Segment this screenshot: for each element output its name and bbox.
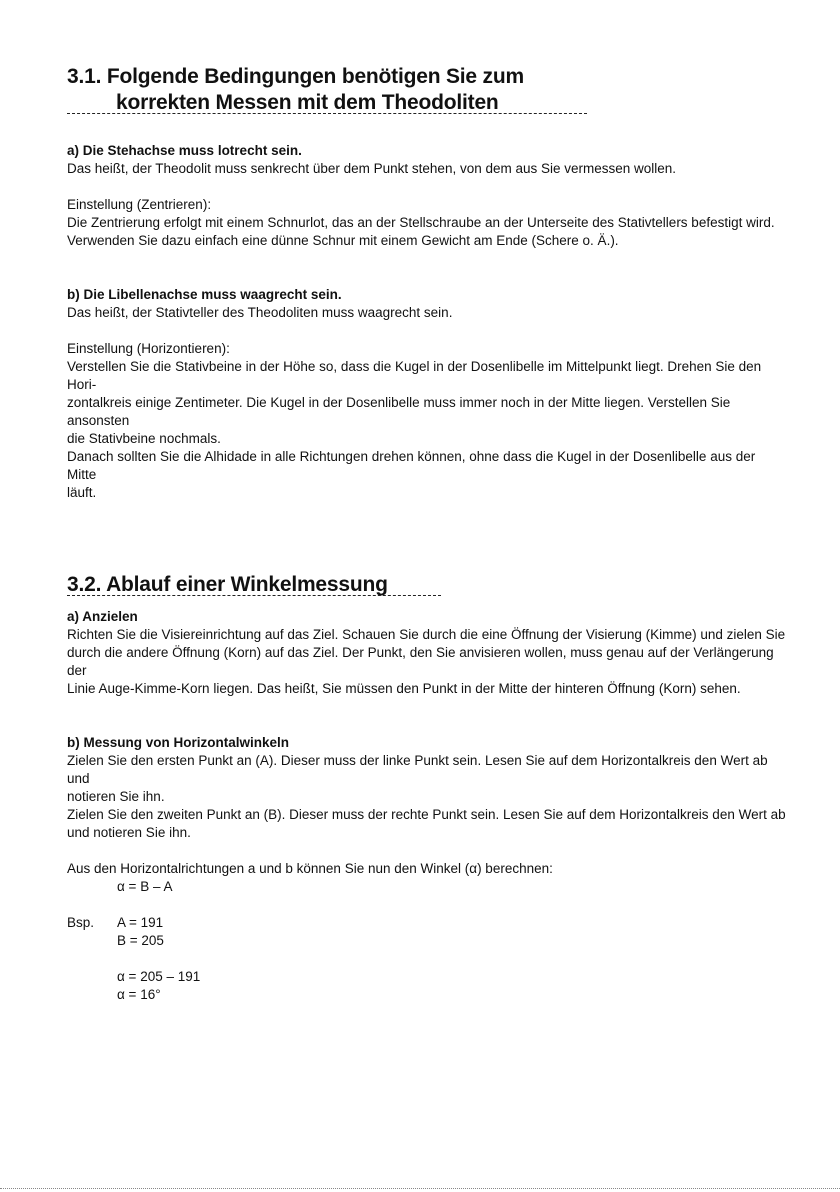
setting-label: Einstellung (Zentrieren): [67, 197, 212, 212]
section-title: 3.2. Ablauf einer Winkelmessung [67, 573, 388, 596]
paragraph-line: Danach sollten Sie die Alhidade in alle Richtungen drehen können, ohne dass die Kugel in der Dosenlibelle aus der Mitte [67, 449, 756, 482]
example-value: B = 205 [117, 933, 164, 948]
setting-label: Einstellung (Horizontieren): [67, 341, 230, 356]
paragraph-line: läuft. [67, 485, 97, 500]
paragraph: Das heißt, der Stativteller des Theodoliten muss waagrecht sein. [67, 305, 453, 320]
paragraph-line: zontalkreis einige Zentimeter. Die Kugel in der Dosenlibelle muss immer noch in der Mitte liegen. Verstellen Sie ansonsten [67, 395, 731, 428]
paragraph-line: Linie Auge-Kimme-Korn liegen. Das heißt, Sie müssen den Punkt in der Mitte der hinteren Öffnung (Korn) sehen. [67, 681, 741, 696]
paragraph-line: Die Zentrierung erfolgt mit einem Schnurlot, das an der Stellschraube an der Unterseite des Stativtellers befestigt wird. [67, 215, 775, 230]
paragraph-line: Zielen Sie den zweiten Punkt an (B). Dieser muss der rechte Punkt sein. Lesen Sie auf dem Horizontalkreis den Wert ab [67, 807, 786, 822]
subheading-stehachse: a) Die Stehachse muss lotrecht sein. [67, 143, 302, 158]
subheading-horizontalwinkel: b) Messung von Horizontalwinkeln [67, 735, 290, 750]
section-title [67, 64, 787, 116]
example-value: A = 191 [117, 915, 164, 930]
subheading-libellenachse: b) Die Libellenachse muss waagrecht sein. [67, 287, 342, 302]
subheading-anzielen: a) Anzielen [67, 609, 138, 624]
paragraph-line: durch die andere Öffnung (Korn) auf das Ziel. Der Punkt, den Sie anvisieren wollen, muss genau auf der Verlängerung der [67, 645, 774, 678]
paragraph-line: und notieren Sie ihn. [67, 825, 191, 840]
paragraph: Das heißt, der Theodolit muss senkrecht über dem Punkt stehen, von dem aus Sie vermessen wollen. [67, 161, 677, 176]
example-calc: α = 205 – 191 [117, 969, 201, 984]
paragraph-line: Zielen Sie den ersten Punkt an (A). Dieser muss der linke Punkt sein. Lesen Sie auf dem Horizontalkreis den Wert ab und [67, 753, 768, 786]
paragraph-line: die Stativbeine nochmals. [67, 431, 221, 446]
paragraph-line: notieren Sie ihn. [67, 789, 165, 804]
example-row [67, 968, 787, 986]
example-row [67, 932, 787, 950]
example-row [67, 914, 787, 932]
page-bottom-border [0, 1188, 840, 1189]
section-title-line2: korrekten Messen mit dem Theodoliten [116, 91, 499, 114]
document-page [67, 64, 787, 1004]
paragraph-line: Richten Sie die Visiereinrichtung auf das Ziel. Schauen Sie durch die eine Öffnung der Visierung (Kimme) und zielen Sie [67, 627, 786, 642]
section-3-1 [67, 64, 787, 502]
formula: α = B – A [117, 879, 173, 894]
section-title-line1: 3.1. Folgende Bedingungen benötigen Sie zum [67, 65, 524, 88]
example-row [67, 986, 787, 1004]
paragraph-line: Verwenden Sie dazu einfach eine dünne Schnur mit einem Gewicht am Ende (Schere o. Ä.). [67, 233, 619, 248]
example-label: Bsp. [67, 915, 95, 930]
section-3-2 [67, 572, 787, 1004]
example-result: α = 16° [117, 987, 161, 1002]
paragraph-line: Verstellen Sie die Stativbeine in der Höhe so, dass die Kugel in der Dosenlibelle im Mittelpunkt liegt. Drehen Sie den Hori- [67, 359, 762, 392]
paragraph-line: Aus den Horizontalrichtungen a und b können Sie nun den Winkel (α) berechnen: [67, 861, 553, 876]
